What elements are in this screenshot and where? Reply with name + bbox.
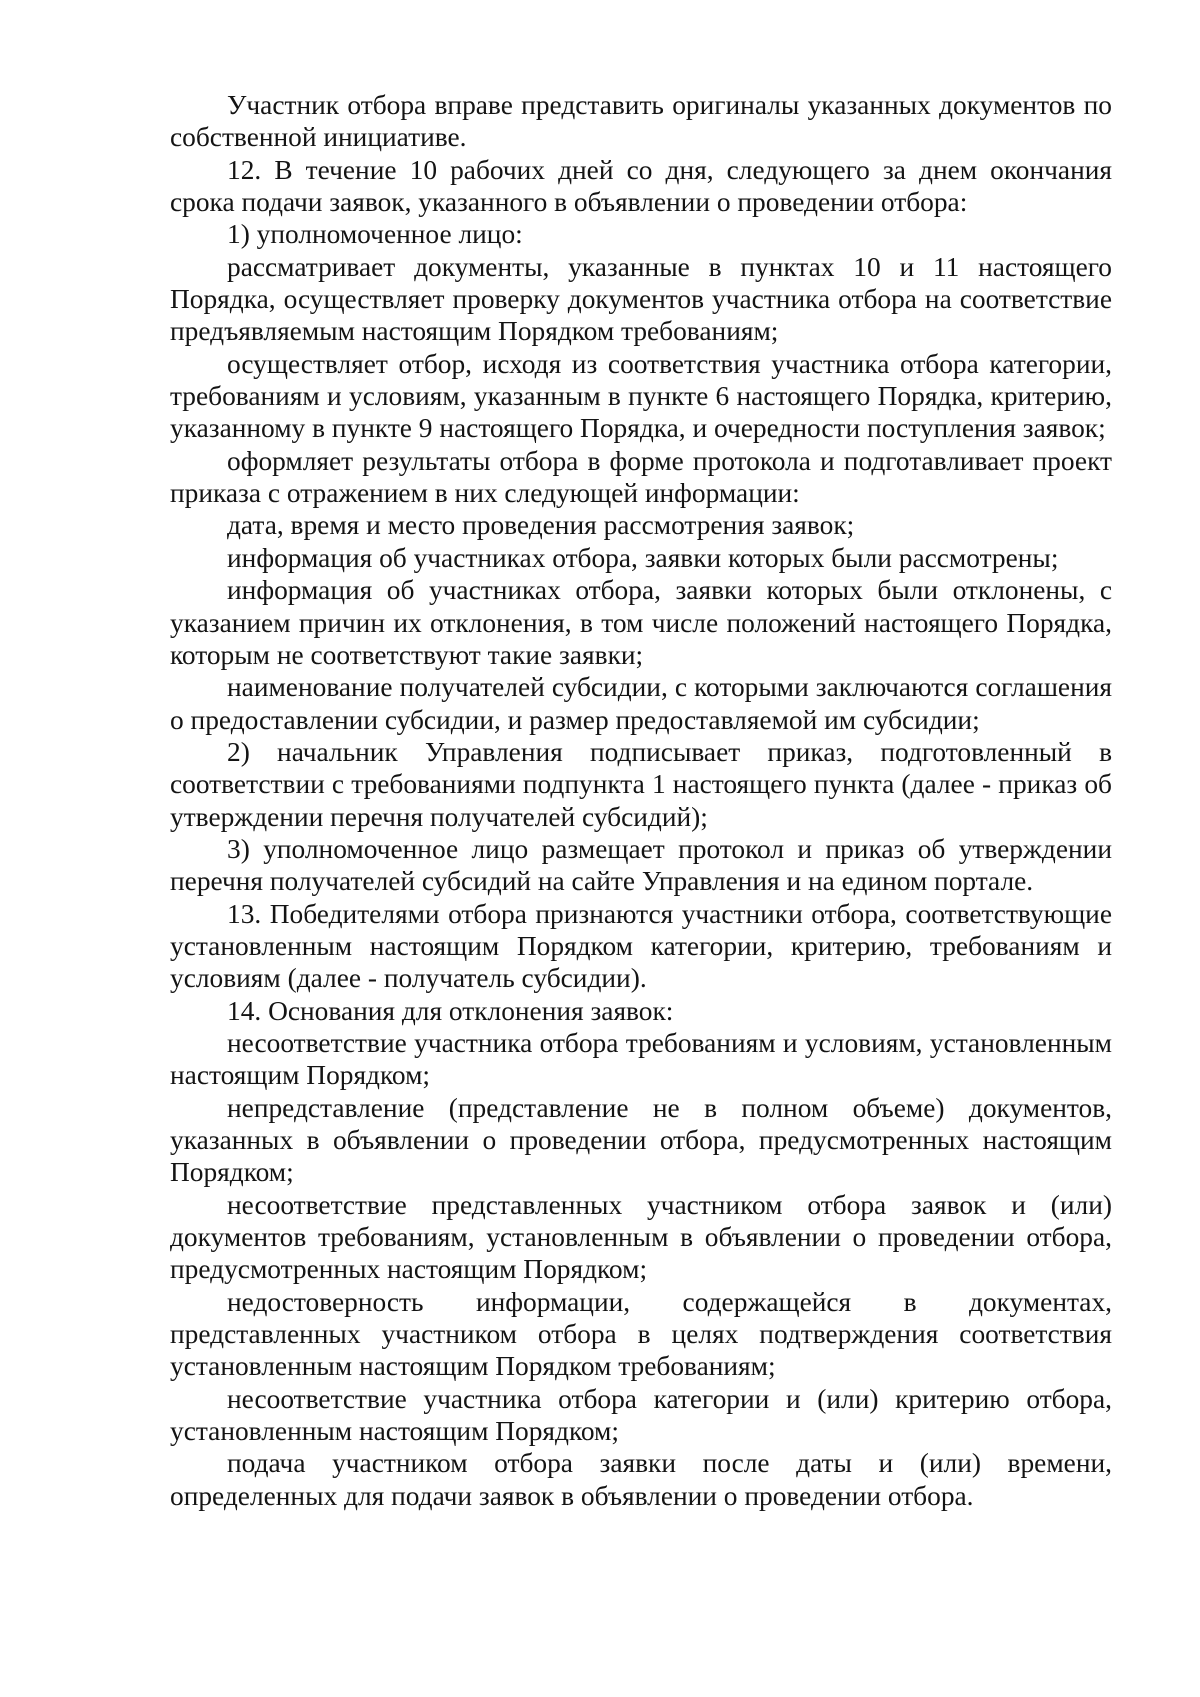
paragraph-recipients: наименование получателей субсидии, с которыми заключаются соглашения о предоставлении субсидии, и размер предоставляемой им субсидии; — [170, 672, 1112, 735]
paragraph-ground-unreliable-info: недостоверность информации, содержащейся в документах, представленных участником отбора в целях подтверждения соответствия установленным настоящим Порядком требованиям; — [170, 1286, 1112, 1382]
paragraph-ground-nonsubmission: непредставление (представление не в полном объеме) документов, указанных в объявлении о проведении отбора, предусмотренных настоящим Порядком; — [170, 1092, 1112, 1188]
paragraph-clause-12: 12. В течение 10 рабочих дней со дня, следующего за днем окончания срока подачи заявок, указанного в объявлении о проведении отбора: — [170, 154, 1112, 218]
paragraph-ground-documents-mismatch: несоответствие представленных участником отбора заявок и (или) документов требованиям, установленным в объявлении о проведении отбора, предусмотренных настоящим Порядком; — [170, 1189, 1112, 1285]
paragraph-protocol: оформляет результаты отбора в форме протокола и подготавливает проект приказа с отражением в них следующей информации: — [170, 445, 1112, 509]
paragraph-performs-selection: осуществляет отбор, исходя из соответствия участника отбора категории, требованиям и условиям, указанным в пункте 6 настоящего Порядка, критерию, указанному в пункте 9 настоящего Порядка, и очередности поступления заявок; — [170, 348, 1112, 444]
paragraph-subclause-3: 3) уполномоченное лицо размещает протокол и приказ об утверждении перечня получателей субсидий на сайте Управления и на едином портале. — [170, 833, 1112, 897]
paragraph-date-time-place: дата, время и место проведения рассмотрения заявок; — [227, 510, 855, 541]
paragraph-ground-late-submission: подача участником отбора заявки после даты и (или) времени, определенных для подачи заявок в объявлении о проведении отбора. — [170, 1448, 1112, 1511]
paragraph-ground-nonconformity: несоответствие участника отбора требованиям и условиям, установленным настоящим Порядком; — [170, 1027, 1112, 1091]
paragraph-review-documents: рассматривает документы, указанные в пунктах 10 и 11 настоящего Порядка, осуществляет проверку документов участника отбора на соответствие предъявляемым настоящим Порядком требованиям; — [170, 251, 1112, 347]
paragraph-ground-category-criterion: несоответствие участника отбора категории и (или) критерию отбора, установленным настоящим Порядком; — [170, 1383, 1112, 1447]
paragraph-originals-note: Участник отбора вправе представить оригиналы указанных документов по собственной инициативе. — [170, 90, 1112, 153]
paragraph-clause-14: 14. Основания для отклонения заявок: — [227, 995, 674, 1026]
paragraph-subclause-2: 2) начальник Управления подписывает приказ, подготовленный в соответствии с требованиями подпункта 1 настоящего пункта (далее - приказ об утверждении перечня получателей субсидий); — [170, 736, 1112, 832]
paragraph-clause-13: 13. Победителями отбора признаются участники отбора, соответствующие установленным настоящим Порядком категории, критерию, требованиям и условиям (далее - получатель субсидии). — [170, 898, 1112, 994]
paragraph-subclause-1: 1) уполномоченное лицо: — [227, 219, 523, 250]
paragraph-reviewed-participants: информация об участниках отбора, заявки которых были рассмотрены; — [227, 542, 1059, 573]
paragraph-rejected-participants: информация об участниках отбора, заявки которых были отклонены, с указанием причин их отклонения, в том числе положений настоящего Порядка, которым не соответствуют такие заявки; — [170, 575, 1112, 670]
